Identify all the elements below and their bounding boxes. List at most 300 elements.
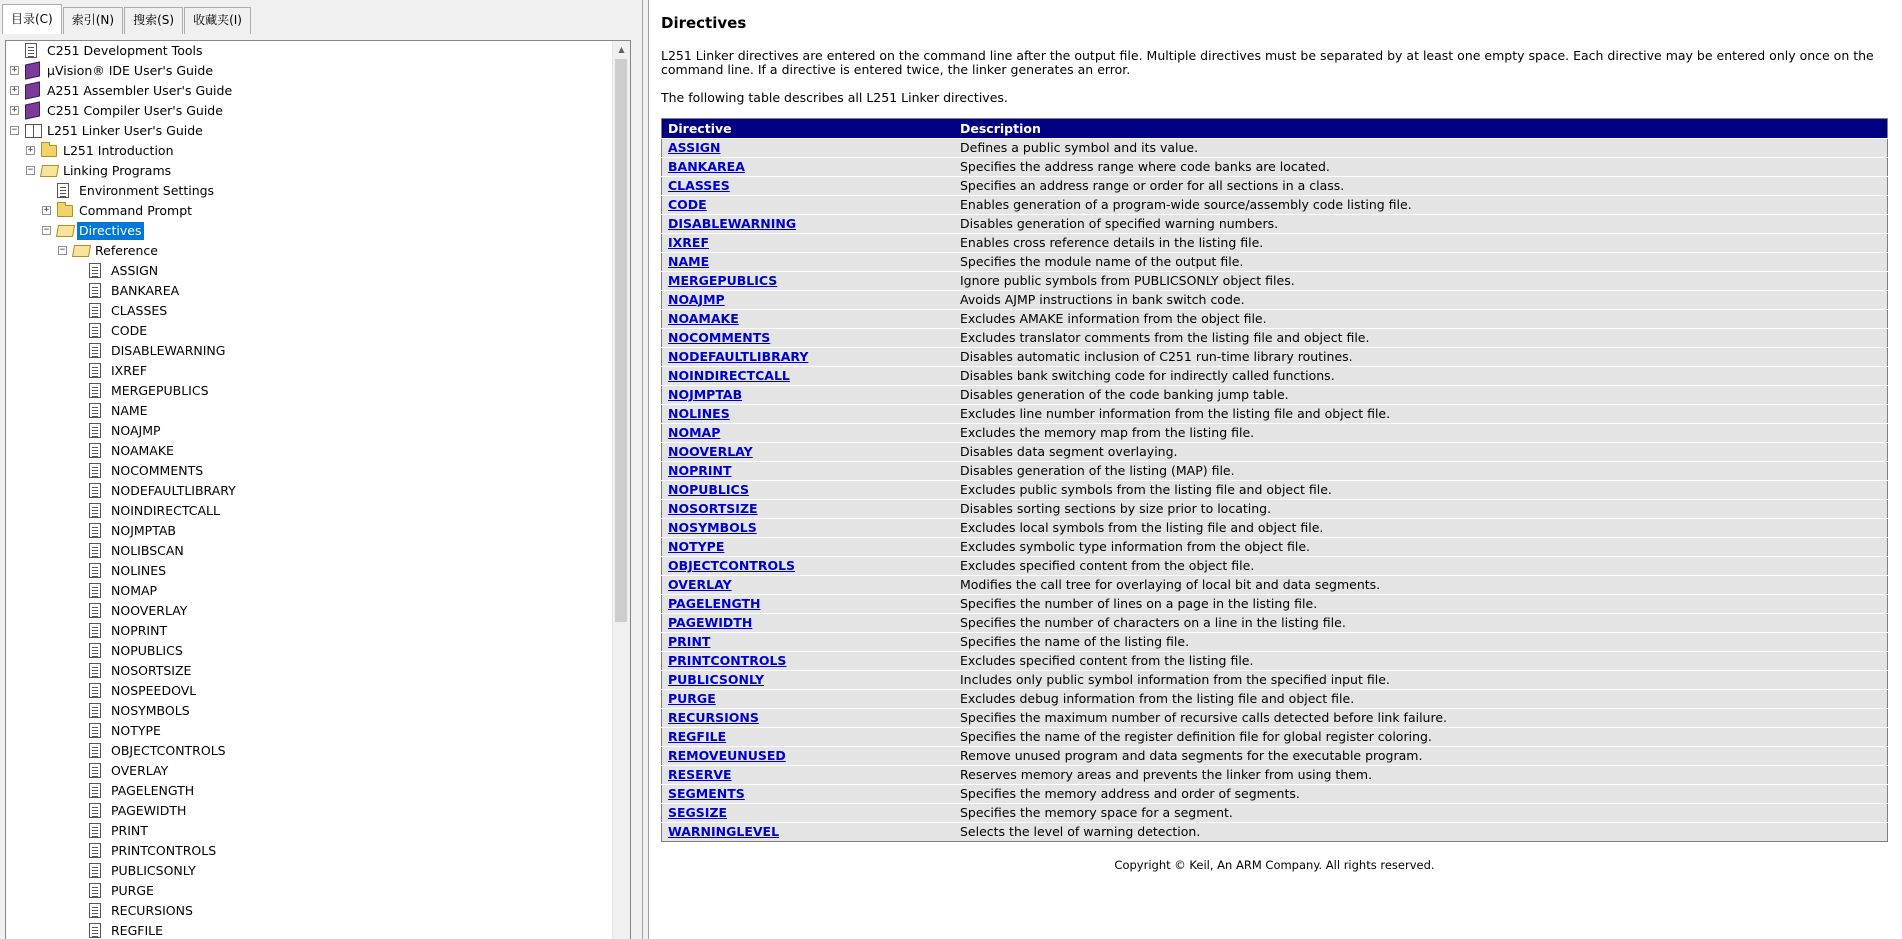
tree-item[interactable]: [6, 541, 612, 561]
directive-cell: [662, 785, 955, 804]
tree-item[interactable]: [6, 601, 612, 621]
folder-icon: [57, 205, 73, 217]
directive-cell: [662, 310, 955, 329]
scrollbar-thumb[interactable]: [615, 59, 627, 622]
description-cell: Disables generation of specified warning numbers.: [954, 215, 1888, 234]
description-cell: Specifies the module name of the output file.: [954, 253, 1888, 272]
tree-vertical-scrollbar[interactable]: [612, 41, 630, 939]
tab-2[interactable]: 搜索(S): [124, 7, 183, 34]
description-cell: Disables generation of the listing (MAP) file.: [954, 462, 1888, 481]
description-cell: Specifies the address range where code banks are located.: [954, 158, 1888, 177]
tree-item[interactable]: [6, 301, 612, 321]
tree-item-label[interactable]: C251 Compiler User's Guide: [47, 103, 223, 118]
directive-cell: [662, 158, 955, 177]
directive-cell: [662, 272, 955, 291]
directive-link[interactable]: IXREF: [668, 235, 709, 250]
document-icon: [89, 603, 101, 618]
table-row: [662, 766, 1888, 785]
tree-item[interactable]: [6, 741, 612, 761]
tree-item[interactable]: [6, 481, 612, 501]
directive-cell: [662, 424, 955, 443]
directive-cell: [662, 291, 955, 310]
document-icon: [89, 623, 101, 638]
directive-link[interactable]: SEGMENTS: [668, 786, 745, 801]
document-icon: [89, 523, 101, 538]
tree-item-label[interactable]: PUBLICSONLY: [111, 863, 196, 878]
document-icon: [89, 883, 101, 898]
tree-item-label[interactable]: REGFILE: [111, 923, 164, 938]
document-icon: [89, 363, 101, 378]
tree-item-label[interactable]: NOSYMBOLS: [111, 703, 190, 718]
table-row: [662, 386, 1888, 405]
tree-item-label[interactable]: NOTYPE: [111, 723, 161, 738]
table-row: [662, 462, 1888, 481]
document-icon: [89, 463, 101, 478]
directive-link[interactable]: MERGEPUBLICS: [668, 273, 778, 288]
tree-item[interactable]: [6, 801, 612, 821]
table-row: [662, 671, 1888, 690]
tree-item-label[interactable]: OBJECTCONTROLS: [111, 743, 226, 758]
table-row: [662, 652, 1888, 671]
table-row: [662, 158, 1888, 177]
table-row: [662, 538, 1888, 557]
directive-link[interactable]: NOPRINT: [668, 463, 732, 478]
tree-item[interactable]: [6, 421, 612, 441]
tree-item[interactable]: [6, 721, 612, 741]
directive-cell: [662, 519, 955, 538]
description-cell: Enables cross reference details in the listing file.: [954, 234, 1888, 253]
table-row: [662, 291, 1888, 310]
description-cell: Excludes public symbols from the listing file and object file.: [954, 481, 1888, 500]
tree-item[interactable]: [6, 361, 612, 381]
tree-item-label[interactable]: RECURSIONS: [111, 903, 193, 918]
description-cell: Remove unused program and data segments for the executable program.: [954, 747, 1888, 766]
tree-item-label[interactable]: NOPUBLICS: [111, 643, 183, 658]
tree-item[interactable]: [6, 281, 612, 301]
document-icon: [89, 423, 101, 438]
intro-paragraph: L251 Linker directives are entered on the command line after the output file. Multiple directives must be separated by at least one empty space. Each directive may be entered only once on the command line. If a directive is entered twice, the linker generates an error.: [661, 48, 1874, 77]
tree-item-label[interactable]: NAME: [111, 403, 148, 418]
tree-item[interactable]: [6, 441, 612, 461]
document-icon: [25, 43, 37, 58]
tree-item-label[interactable]: Environment Settings: [79, 183, 215, 198]
description-cell: Excludes debug information from the listing file and object file.: [954, 690, 1888, 709]
document-icon: [89, 823, 101, 838]
tree-item-label[interactable]: Directives: [79, 223, 142, 238]
description-cell: Disables data segment overlaying.: [954, 443, 1888, 462]
table-row: [662, 272, 1888, 291]
tree-item-label[interactable]: NOOVERLAY: [111, 603, 188, 618]
document-icon: [89, 923, 101, 938]
description-cell: Enables generation of a program-wide source/assembly code listing file.: [954, 196, 1888, 215]
document-icon: [89, 663, 101, 678]
directive-link[interactable]: NOOVERLAY: [668, 444, 753, 459]
directive-link[interactable]: NOSORTSIZE: [668, 501, 758, 516]
tree-item[interactable]: [6, 161, 612, 181]
open-folder-icon: [40, 165, 59, 177]
description-cell: Specifies the name of the listing file.: [954, 633, 1888, 652]
tree-item[interactable]: [6, 261, 612, 281]
description-cell: Ignore public symbols from PUBLICSONLY object files.: [954, 272, 1888, 291]
directive-link[interactable]: REMOVEUNUSED: [668, 748, 786, 763]
tree-item[interactable]: [6, 821, 612, 841]
description-cell: Excludes AMAKE information from the object file.: [954, 310, 1888, 329]
description-cell: Specifies an address range or order for all sections in a class.: [954, 177, 1888, 196]
table-row: [662, 253, 1888, 272]
tree-item[interactable]: [6, 381, 612, 401]
document-icon: [89, 683, 101, 698]
description-cell: Specifies the memory space for a segment.: [954, 804, 1888, 823]
table-row: [662, 557, 1888, 576]
tree-item-label[interactable]: PRINT: [111, 823, 148, 838]
tree-item-label[interactable]: NOMAP: [111, 583, 158, 598]
table-row: [662, 519, 1888, 538]
collapse-icon[interactable]: −: [59, 245, 66, 255]
document-icon: [89, 783, 101, 798]
directive-link[interactable]: CODE: [668, 197, 707, 212]
description-cell: Reserves memory areas and prevents the linker from using them.: [954, 766, 1888, 785]
tree-item-label[interactable]: NOLIBSCAN: [111, 543, 184, 558]
navigation-pane: [0, 0, 643, 939]
tree-item[interactable]: [6, 221, 612, 241]
tree-item-label[interactable]: Reference: [95, 243, 158, 258]
directive-link[interactable]: PURGE: [668, 691, 716, 706]
book-icon: [25, 101, 40, 119]
tree-item[interactable]: [6, 401, 612, 421]
tree-item-label[interactable]: NODEFAULTLIBRARY: [111, 483, 236, 498]
tree-item-label[interactable]: L251 Introduction: [63, 143, 174, 158]
tree-item-label[interactable]: DISABLEWARNING: [111, 343, 226, 358]
directive-link[interactable]: NOSYMBOLS: [668, 520, 757, 535]
table-row: [662, 728, 1888, 747]
document-icon: [57, 183, 69, 198]
topic-content: [661, 0, 1889, 872]
tree-item[interactable]: [6, 341, 612, 361]
document-icon: [89, 803, 101, 818]
directive-link[interactable]: REGFILE: [668, 729, 727, 744]
collapse-icon[interactable]: −: [11, 125, 18, 135]
table-row: [662, 405, 1888, 424]
document-icon: [89, 503, 101, 518]
tree-item-label[interactable]: IXREF: [111, 363, 148, 378]
tree-item-label[interactable]: C251 Development Tools: [47, 43, 203, 58]
directive-cell: [662, 557, 955, 576]
tree-item[interactable]: [6, 881, 612, 901]
table-row: [662, 500, 1888, 519]
table-header-row: [662, 119, 1888, 139]
expand-icon[interactable]: +: [11, 105, 18, 115]
directives-table: [661, 118, 1888, 842]
tree-item[interactable]: [6, 641, 612, 661]
directive-cell: [662, 443, 955, 462]
description-cell: Specifies the memory address and order of segments.: [954, 785, 1888, 804]
tab-1[interactable]: 索引(N): [63, 7, 123, 34]
contents-tree: [6, 41, 612, 939]
tree-item-label[interactable]: NOAJMP: [111, 423, 161, 438]
tree-item[interactable]: [6, 581, 612, 601]
directive-link[interactable]: BANKAREA: [668, 159, 745, 174]
description-cell: Modifies the call tree for overlaying of local bit and data segments.: [954, 576, 1888, 595]
document-icon: [89, 863, 101, 878]
tree-item[interactable]: [6, 561, 612, 581]
directive-link[interactable]: NOPUBLICS: [668, 482, 749, 497]
description-cell: Disables automatic inclusion of C251 run-time library routines.: [954, 348, 1888, 367]
table-row: [662, 443, 1888, 462]
tree-item[interactable]: [6, 861, 612, 881]
description-cell: Avoids AJMP instructions in bank switch code.: [954, 291, 1888, 310]
directive-cell: [662, 405, 955, 424]
directive-link[interactable]: NOINDIRECTCALL: [668, 368, 790, 383]
tree-item-label[interactable]: CLASSES: [111, 303, 168, 318]
expand-icon[interactable]: +: [11, 85, 18, 95]
collapse-icon[interactable]: −: [43, 225, 50, 235]
expand-icon[interactable]: +: [27, 145, 34, 155]
table-row: [662, 196, 1888, 215]
tree-item-label[interactable]: µVision® IDE User's Guide: [47, 63, 214, 78]
directive-cell: [662, 329, 955, 348]
tree-item-label[interactable]: NOINDIRECTCALL: [111, 503, 220, 518]
nav-tabs: [2, 4, 252, 34]
tree-item[interactable]: [6, 661, 612, 681]
description-cell: Excludes symbolic type information from the object file.: [954, 538, 1888, 557]
document-icon: [89, 903, 101, 918]
directive-cell: [662, 177, 955, 196]
tree-item[interactable]: [6, 81, 612, 101]
table-row: [662, 481, 1888, 500]
description-cell: Excludes the memory map from the listing file.: [954, 424, 1888, 443]
directive-link[interactable]: NOLINES: [668, 406, 730, 421]
tree-item-label[interactable]: PAGEWIDTH: [111, 803, 187, 818]
document-icon: [89, 743, 101, 758]
table-row: [662, 348, 1888, 367]
tree-item[interactable]: [6, 921, 612, 939]
directive-link[interactable]: ASSIGN: [668, 140, 721, 155]
document-icon: [89, 583, 101, 598]
directive-cell: [662, 367, 955, 386]
table-row: [662, 804, 1888, 823]
tree-item[interactable]: [6, 101, 612, 121]
description-cell: Excludes specified content from the listing file.: [954, 652, 1888, 671]
tree-item[interactable]: [6, 461, 612, 481]
tree-item[interactable]: [6, 201, 612, 221]
directive-link[interactable]: WARNINGLEVEL: [668, 824, 780, 839]
tree-item-label[interactable]: NOLINES: [111, 563, 167, 578]
tree-item-label[interactable]: PRINTCONTROLS: [111, 843, 217, 858]
directive-cell: [662, 728, 955, 747]
directive-cell: [662, 804, 955, 823]
directive-cell: [662, 253, 955, 272]
tab-3[interactable]: 收藏夹(I): [184, 7, 251, 34]
tree-item-label[interactable]: CODE: [111, 323, 148, 338]
directive-cell: [662, 386, 955, 405]
tree-item-label[interactable]: L251 Linker User's Guide: [47, 123, 203, 138]
description-cell: Specifies the maximum number of recursive calls detected before link failure.: [954, 709, 1888, 728]
directive-cell: [662, 747, 955, 766]
directive-cell: [662, 690, 955, 709]
table-row: [662, 709, 1888, 728]
directive-link[interactable]: NAME: [668, 254, 710, 269]
tree-item[interactable]: [6, 321, 612, 341]
table-row: [662, 614, 1888, 633]
tree-item[interactable]: [6, 501, 612, 521]
directive-link[interactable]: NOMAP: [668, 425, 721, 440]
directive-link[interactable]: NOCOMMENTS: [668, 330, 771, 345]
tree-item-label[interactable]: NOSORTSIZE: [111, 663, 192, 678]
table-row: [662, 595, 1888, 614]
document-icon: [89, 843, 101, 858]
directive-link[interactable]: OVERLAY: [668, 577, 732, 592]
document-icon: [89, 723, 101, 738]
tree-item-label[interactable]: A251 Assembler User's Guide: [47, 83, 233, 98]
tree-item[interactable]: [6, 761, 612, 781]
tree-item-label[interactable]: NOSPEEDOVL: [111, 683, 197, 698]
directive-cell: [662, 709, 955, 728]
tree-item-label[interactable]: OVERLAY: [111, 763, 169, 778]
description-cell: Excludes specified content from the object file.: [954, 557, 1888, 576]
copyright-footer: Copyright © Keil, An ARM Company. All rights reserved.: [1114, 858, 1435, 872]
directive-link[interactable]: PRINT: [668, 634, 711, 649]
tree-item-label[interactable]: NOAMAKE: [111, 443, 174, 458]
header-directive: Directive: [662, 119, 955, 139]
directive-link[interactable]: DISABLEWARNING: [668, 216, 797, 231]
document-icon: [89, 283, 101, 298]
table-row: [662, 310, 1888, 329]
tree-item-label[interactable]: PAGELENGTH: [111, 783, 195, 798]
folder-icon: [41, 145, 57, 157]
directive-link[interactable]: NOJMPTAB: [668, 387, 743, 402]
directive-link[interactable]: RECURSIONS: [668, 710, 759, 725]
document-icon: [89, 443, 101, 458]
description-cell: Excludes local symbols from the listing file and object file.: [954, 519, 1888, 538]
document-icon: [89, 483, 101, 498]
table-row: [662, 576, 1888, 595]
expand-icon[interactable]: +: [43, 205, 50, 215]
table-row: [662, 823, 1888, 842]
tree-item[interactable]: [6, 521, 612, 541]
table-intro-paragraph: The following table describes all L251 Linker directives.: [661, 90, 1008, 105]
book-icon: [25, 61, 40, 79]
table-row: [662, 747, 1888, 766]
tree-item[interactable]: [6, 621, 612, 641]
document-icon: [89, 323, 101, 338]
description-cell: Selects the level of warning detection.: [954, 823, 1888, 842]
description-cell: Excludes translator comments from the listing file and object file.: [954, 329, 1888, 348]
directive-link[interactable]: OBJECTCONTROLS: [668, 558, 796, 573]
description-cell: Excludes line number information from the listing file and object file.: [954, 405, 1888, 424]
directive-cell: [662, 671, 955, 690]
description-cell: Disables sorting sections by size prior to locating.: [954, 500, 1888, 519]
directive-link[interactable]: NODEFAULTLIBRARY: [668, 349, 809, 364]
document-icon: [89, 643, 101, 658]
table-row: [662, 177, 1888, 196]
directive-cell: [662, 538, 955, 557]
description-cell: Specifies the number of characters on a line in the listing file.: [954, 614, 1888, 633]
document-icon: [89, 703, 101, 718]
directive-link[interactable]: RESERVE: [668, 767, 732, 782]
table-row: [662, 139, 1888, 158]
document-icon: [89, 303, 101, 318]
book-icon: [25, 81, 40, 99]
directive-cell: [662, 766, 955, 785]
tree-item[interactable]: [6, 781, 612, 801]
tree-item-label[interactable]: PURGE: [111, 883, 154, 898]
tree-item[interactable]: [6, 121, 612, 141]
document-icon: [89, 563, 101, 578]
tree-item[interactable]: [6, 141, 612, 161]
tab-0[interactable]: 目录(C): [2, 4, 62, 34]
directive-cell: [662, 462, 955, 481]
expand-icon[interactable]: +: [11, 65, 18, 75]
contents-tree-view[interactable]: [5, 40, 631, 939]
document-icon: [89, 763, 101, 778]
open-folder-icon: [56, 225, 75, 237]
directive-cell: [662, 633, 955, 652]
directive-cell: [662, 234, 955, 253]
directive-cell: [662, 652, 955, 671]
directive-cell: [662, 481, 955, 500]
topic-content-pane: [649, 0, 1902, 939]
document-icon: [89, 403, 101, 418]
directive-link[interactable]: PAGELENGTH: [668, 596, 761, 611]
tree-item-label[interactable]: Command Prompt: [79, 203, 193, 218]
tree-item[interactable]: [6, 181, 612, 201]
directive-cell: [662, 614, 955, 633]
table-row: [662, 234, 1888, 253]
tree-item-label[interactable]: NOJMPTAB: [111, 523, 176, 538]
directive-link[interactable]: NOAJMP: [668, 292, 725, 307]
directive-link[interactable]: SEGSIZE: [668, 805, 728, 820]
table-row: [662, 367, 1888, 386]
description-cell: Specifies the name of the register definition file for global register coloring.: [954, 728, 1888, 747]
description-cell: Disables generation of the code banking jump table.: [954, 386, 1888, 405]
collapse-icon[interactable]: −: [27, 165, 34, 175]
directive-link[interactable]: CLASSES: [668, 178, 730, 193]
document-icon: [89, 383, 101, 398]
scroll-up-icon[interactable]: ▲: [618, 45, 625, 54]
document-icon: [89, 343, 101, 358]
tree-item-label[interactable]: Linking Programs: [63, 163, 172, 178]
directive-link[interactable]: NOTYPE: [668, 539, 725, 554]
tree-item[interactable]: [6, 41, 612, 61]
tree-item[interactable]: [6, 61, 612, 81]
tree-item-label[interactable]: NOPRINT: [111, 623, 168, 638]
tree-item-label[interactable]: MERGEPUBLICS: [111, 383, 209, 398]
directive-link[interactable]: PAGEWIDTH: [668, 615, 753, 630]
tree-item-label[interactable]: NOCOMMENTS: [111, 463, 204, 478]
tree-item[interactable]: [6, 901, 612, 921]
directive-link[interactable]: NOAMAKE: [668, 311, 739, 326]
directive-cell: [662, 576, 955, 595]
open-folder-icon: [72, 245, 91, 257]
directive-cell: [662, 348, 955, 367]
description-cell: Includes only public symbol information from the specified input file.: [954, 671, 1888, 690]
table-row: [662, 690, 1888, 709]
directive-cell: [662, 500, 955, 519]
tree-item-label[interactable]: ASSIGN: [111, 263, 159, 278]
directive-cell: [662, 196, 955, 215]
tree-item-label[interactable]: BANKAREA: [111, 283, 180, 298]
table-row: [662, 329, 1888, 348]
directive-cell: [662, 215, 955, 234]
directive-link[interactable]: PRINTCONTROLS: [668, 653, 787, 668]
tree-item[interactable]: [6, 841, 612, 861]
directive-link[interactable]: PUBLICSONLY: [668, 672, 765, 687]
document-icon: [89, 263, 101, 278]
tree-item[interactable]: [6, 701, 612, 721]
tree-item[interactable]: [6, 681, 612, 701]
table-row: [662, 633, 1888, 652]
tree-item[interactable]: [6, 241, 612, 261]
